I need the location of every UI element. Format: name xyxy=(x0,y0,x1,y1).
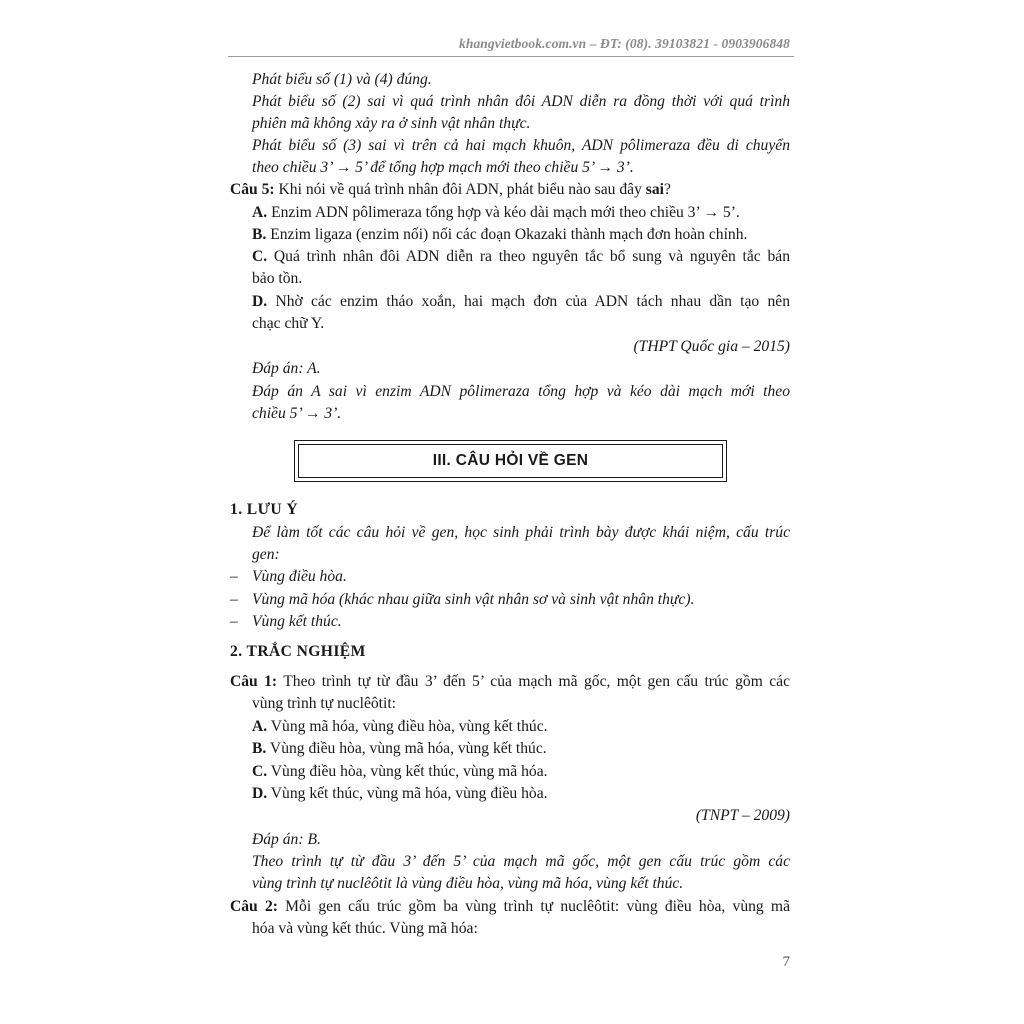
option-b xyxy=(252,738,547,760)
question-text: Theo trình tự từ đầu 3’ đến 5’ của mạch mã gốc, một gen cấu trúc gồm các xyxy=(277,673,790,690)
option-label: D. xyxy=(252,293,268,310)
option-text: Vùng mã hóa, vùng điều hòa, vùng kết thúc. xyxy=(267,718,548,735)
page-number: 7 xyxy=(782,954,790,970)
option-d xyxy=(252,783,548,805)
question-text: Mỗi gen cấu trúc gồm ba vùng trình tự nuclêôtit: vùng điều hòa, vùng mã xyxy=(277,898,790,915)
explanation-line: phiên mã không xảy ra ở sinh vật nhân thực. xyxy=(252,115,531,132)
option-d xyxy=(252,291,790,313)
question-label: Câu 1: xyxy=(230,673,278,690)
bullet-dash: – xyxy=(230,568,238,585)
question-label: Câu 2: xyxy=(230,898,278,915)
option-label: A. xyxy=(252,718,268,735)
option-text: Vùng điều hòa, vùng kết thúc, vùng mã hóa. xyxy=(267,763,548,780)
option-label: C. xyxy=(252,763,268,780)
question-label: Câu 5: xyxy=(230,181,275,198)
note-item: Vùng điều hòa. xyxy=(252,568,347,585)
note-intro: Để làm tốt các câu hỏi về gen, học sinh phải trình bày được khái niệm, cấu trúc xyxy=(252,524,790,541)
question-1-stem xyxy=(230,671,790,693)
option-text: Nhờ các enzim tháo xoắn, hai mạch đơn của ADN tách nhau dần tạo nên xyxy=(267,293,790,310)
question-punct: ? xyxy=(663,181,671,198)
answer-explanation: Đáp án A sai vì enzim ADN pôlimeraza tổng hợp và kéo dài mạch mới theo xyxy=(252,383,790,400)
section-title: III. CÂU HỎI VỀ GEN xyxy=(298,444,723,478)
answer-explanation-cont: vùng trình tự nuclêôtit là vùng điều hòa, vùng mã hóa, vùng kết thúc. xyxy=(252,875,684,892)
explanation-line: theo chiều 3’ → 5’ để tổng hợp mạch mới theo chiều 5’ → 3’. xyxy=(252,159,634,176)
mcq-heading: 2. TRẮC NGHIỆM xyxy=(230,643,366,660)
option-label: B. xyxy=(252,226,267,243)
question-2-stem-cont: hóa và vùng kết thúc. Vùng mã hóa: xyxy=(252,920,478,937)
question-2-stem xyxy=(230,896,790,918)
option-text: Enzim ligaza (enzim nối) nối các đoạn Okazaki thành mạch đơn hoàn chỉnh. xyxy=(266,226,748,243)
bullet-dash: – xyxy=(230,613,238,630)
option-a xyxy=(252,716,548,738)
option-text: Vùng điều hòa, vùng mã hóa, vùng kết thúc. xyxy=(266,740,547,757)
option-label: D. xyxy=(252,785,268,802)
option-text: Enzim ADN pôlimeraza tổng hợp và kéo dài mạch mới theo chiều 3’ → 5’. xyxy=(267,204,740,221)
answer-line: Đáp án: B. xyxy=(252,831,321,848)
explanation-line: Phát biểu số (3) sai vì trên cả hai mạch khuôn, ADN pôlimeraza đều di chuyển xyxy=(252,137,790,154)
option-d-cont: chạc chữ Y. xyxy=(252,315,325,332)
explanation-line: Phát biểu số (1) và (4) đúng. xyxy=(252,71,432,88)
header-divider xyxy=(228,56,794,57)
note-item: Vùng kết thúc. xyxy=(252,613,342,630)
answer-line: Đáp án: A. xyxy=(252,360,321,377)
question-source: (THPT Quốc gia – 2015) xyxy=(633,338,790,355)
bullet-dash: – xyxy=(230,591,238,608)
note-intro-cont: gen: xyxy=(252,546,280,563)
answer-explanation-cont: chiều 5’ → 3’. xyxy=(252,405,342,422)
option-text: Vùng kết thúc, vùng mã hóa, vùng điều hòa. xyxy=(267,785,548,802)
option-c xyxy=(252,761,548,783)
option-text: Quá trình nhân đôi ADN diễn ra theo nguyên tắc bổ sung và nguyên tắc bán xyxy=(267,248,790,265)
section-title-box xyxy=(294,440,727,482)
option-c-cont: bảo tồn. xyxy=(252,270,303,287)
option-label: C. xyxy=(252,248,268,265)
page-header: khangvietbook.com.vn – ĐT: (08). 39103821 - 0903906848 xyxy=(459,36,790,51)
question-emphasis: sai xyxy=(645,181,664,198)
question-source: (TNPT – 2009) xyxy=(695,807,790,824)
option-c xyxy=(252,246,790,268)
option-b xyxy=(252,224,747,246)
note-heading: 1. LƯU Ý xyxy=(230,501,299,518)
option-label: A. xyxy=(252,204,268,221)
option-a xyxy=(252,202,740,224)
explanation-line: Phát biểu số (2) sai vì quá trình nhân đôi ADN diễn ra đồng thời với quá trình xyxy=(252,93,790,110)
note-item: Vùng mã hóa (khác nhau giữa sinh vật nhân sơ và sinh vật nhân thực). xyxy=(252,591,695,608)
question-1-stem-cont: vùng trình tự nuclêôtit: xyxy=(252,695,397,712)
question-5-stem xyxy=(230,179,671,201)
answer-explanation: Theo trình tự từ đầu 3’ đến 5’ của mạch mã gốc, một gen cấu trúc gồm các xyxy=(252,853,790,870)
question-text: Khi nói về quá trình nhân đôi ADN, phát biểu nào sau đây xyxy=(274,181,646,198)
option-label: B. xyxy=(252,740,267,757)
